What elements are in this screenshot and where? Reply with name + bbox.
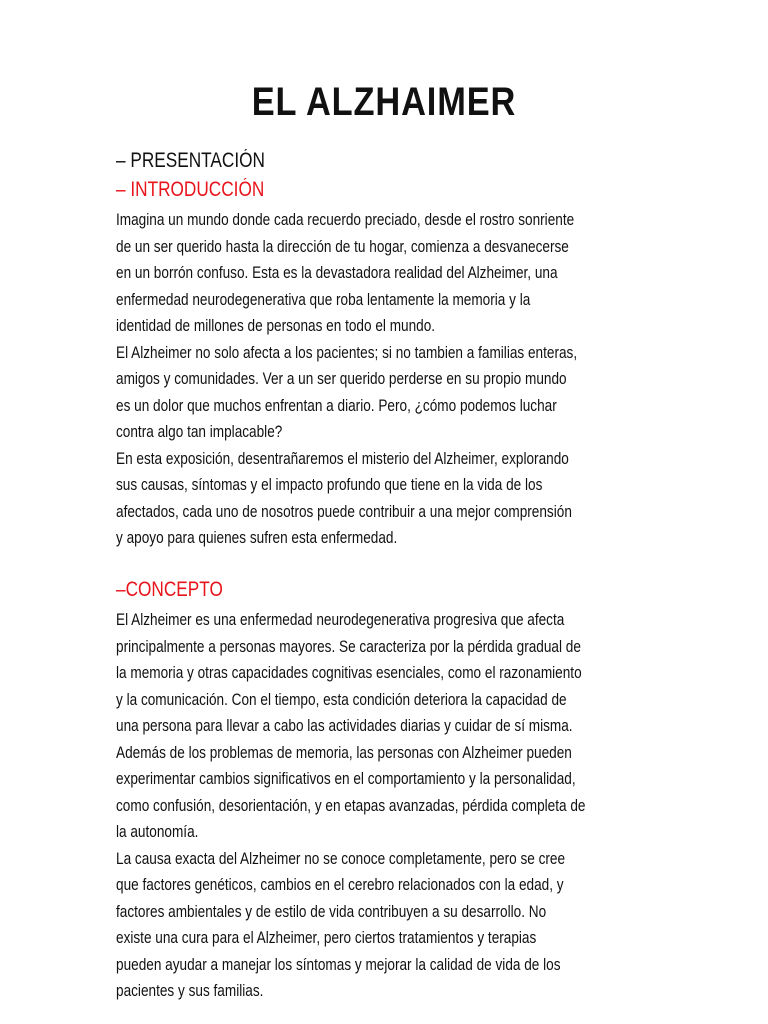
text-line: de un ser querido hasta la dirección de tu hogar, comienza a desvanecerse (116, 236, 569, 256)
text-line: Imagina un mundo donde cada recuerdo preciado, desde el rostro sonriente (116, 210, 575, 229)
page-title: EL ALZHAIMER (251, 80, 517, 124)
text-line: El Alzheimer no solo afecta a los pacientes; si no tambien a familias enteras, (116, 342, 578, 362)
text-line: afectados, cada uno de nosotros puede contribuir a una mejor comprensión (116, 501, 572, 521)
text-line: es un dolor que muchos enfrentan a diario. Pero, ¿cómo podemos luchar (116, 395, 557, 415)
text-line: y la comunicación. Con el tiempo, esta condición deteriora la capacidad de (116, 689, 567, 709)
concepto-paragraph (116, 607, 703, 1005)
text-line: existe una cura para el Alzheimer, pero ciertos tratamientos y terapias (116, 928, 537, 947)
heading-concepto: –CONCEPTO (116, 578, 223, 601)
heading-introduccion: – INTRODUCCIÓN (116, 178, 265, 201)
text-line: identidad de millones de personas en todo el mundo. (116, 316, 436, 335)
text-line: pueden ayudar a manejar los síntomas y mejorar la calidad de vida de los (116, 954, 561, 974)
text-line: experimentar cambios significativos en el comportamiento y la personalidad, (116, 769, 576, 788)
text-line: En esta exposición, desentrañaremos el misterio del Alzheimer, explorando (116, 448, 569, 468)
text-line: que factores genéticos, cambios en el cerebro relacionados con la edad, y (116, 875, 564, 894)
text-line: enfermedad neurodegenerativa que roba lentamente la memoria y la (116, 289, 531, 309)
text-line: la memoria y otras capacidades cognitivas esenciales, como el razonamiento (116, 663, 582, 682)
intro-paragraph (116, 207, 692, 552)
text-line: contra algo tan implacable? (116, 422, 283, 441)
text-line: Además de los problemas de memoria, las personas con Alzheimer pueden (116, 742, 572, 762)
text-line: una persona para llevar a cabo las actividades diarias y cuidar de sí misma. (116, 716, 573, 735)
text-line: El Alzheimer es una enfermedad neurodegenerativa progresiva que afecta (116, 610, 565, 629)
text-line: como confusión, desorientación, y en etapas avanzadas, pérdida completa de (116, 795, 586, 815)
heading-presentacion: – PRESENTACIÓN (116, 149, 265, 172)
text-line: La causa exacta del Alzheimer no se conoce completamente, pero se cree (116, 848, 566, 868)
text-line: amigos y comunidades. Ver a un ser querido perderse en su propio mundo (116, 369, 567, 388)
text-line: principalmente a personas mayores. Se caracteriza por la pérdida gradual de (116, 636, 581, 656)
text-line: sus causas, síntomas y el impacto profundo que tiene en la vida de los (116, 475, 543, 494)
text-line: pacientes y sus familias. (116, 981, 264, 1000)
text-line: factores ambientales y de estilo de vida contribuyen a su desarrollo. No (116, 901, 547, 921)
text-line: la autonomía. (116, 822, 199, 841)
text-line: en un borrón confuso. Esta es la devastadora realidad del Alzheimer, una (116, 263, 558, 282)
text-line: y apoyo para quienes sufren esta enfermedad. (116, 528, 398, 547)
